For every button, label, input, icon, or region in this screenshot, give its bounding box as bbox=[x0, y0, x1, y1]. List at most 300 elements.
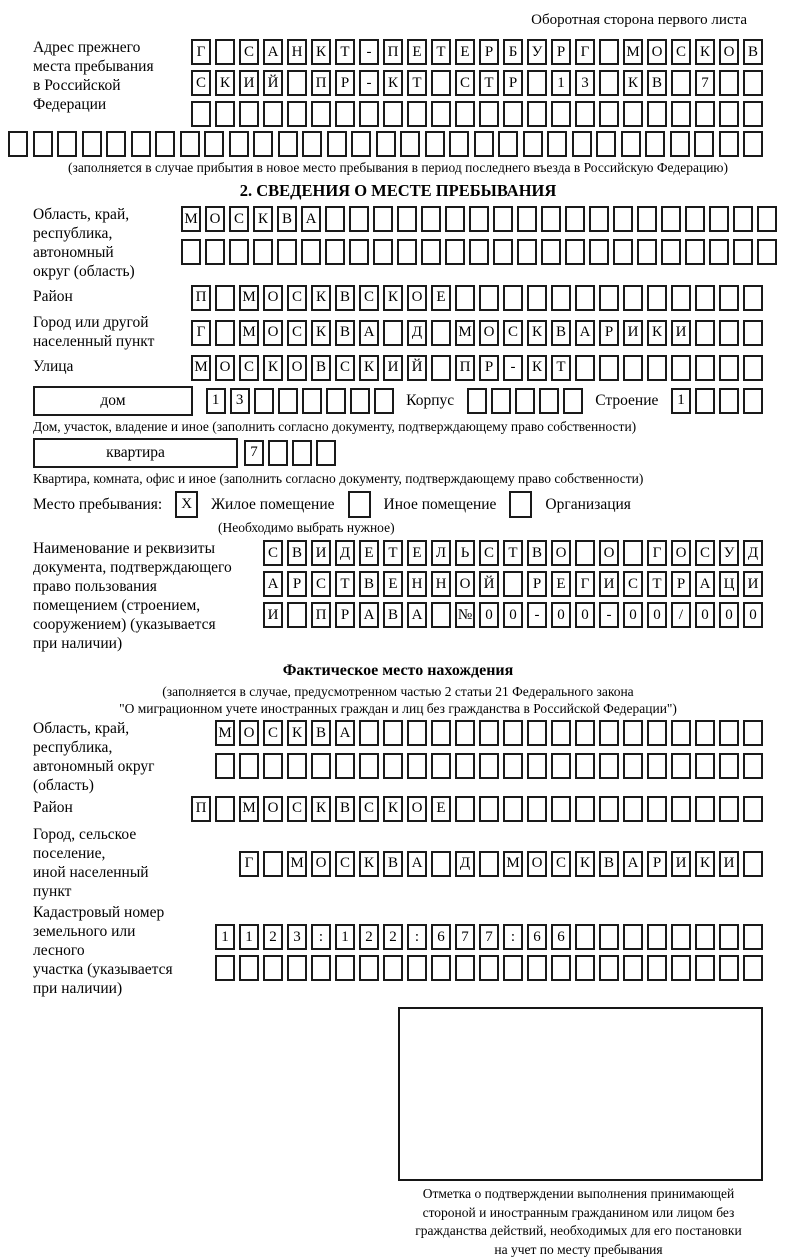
form-cell[interactable] bbox=[268, 440, 288, 466]
form-cell[interactable] bbox=[431, 70, 451, 96]
form-cell[interactable] bbox=[350, 388, 370, 414]
form-cell[interactable]: М bbox=[239, 285, 259, 311]
dom-field-box[interactable]: дом bbox=[33, 386, 193, 416]
form-cell[interactable] bbox=[359, 753, 379, 779]
form-cell[interactable]: 2 bbox=[359, 924, 379, 950]
form-cell[interactable]: О bbox=[239, 720, 259, 746]
form-cell[interactable] bbox=[431, 851, 451, 877]
form-cell[interactable] bbox=[421, 206, 441, 232]
form-cell[interactable] bbox=[709, 239, 729, 265]
form-cell[interactable]: Т bbox=[647, 571, 667, 597]
form-cell[interactable]: 6 bbox=[431, 924, 451, 950]
form-cell[interactable]: К bbox=[311, 39, 331, 65]
form-cell[interactable] bbox=[479, 955, 499, 981]
form-cell[interactable] bbox=[383, 753, 403, 779]
form-cell[interactable]: П bbox=[191, 285, 211, 311]
form-cell[interactable]: О bbox=[671, 540, 691, 566]
form-cell[interactable] bbox=[743, 753, 763, 779]
form-cell[interactable]: И bbox=[311, 540, 331, 566]
form-cell[interactable] bbox=[503, 101, 523, 127]
form-cell[interactable] bbox=[757, 206, 777, 232]
form-cell[interactable]: Г bbox=[575, 39, 595, 65]
form-cell[interactable] bbox=[301, 239, 321, 265]
form-cell[interactable]: К bbox=[527, 320, 547, 346]
form-cell[interactable]: С bbox=[479, 540, 499, 566]
form-cell[interactable]: Й bbox=[479, 571, 499, 597]
form-cell[interactable]: Т bbox=[503, 540, 523, 566]
form-cell[interactable]: О bbox=[407, 285, 427, 311]
form-cell[interactable]: В bbox=[599, 851, 619, 877]
form-cell[interactable]: О bbox=[287, 355, 307, 381]
form-cell[interactable]: 0 bbox=[623, 602, 643, 628]
form-cell[interactable]: В bbox=[743, 39, 763, 65]
form-cell[interactable] bbox=[623, 753, 643, 779]
form-cell[interactable]: Е bbox=[407, 540, 427, 566]
form-cell[interactable]: А bbox=[263, 39, 283, 65]
form-cell[interactable]: О bbox=[407, 796, 427, 822]
form-cell[interactable]: К bbox=[263, 355, 283, 381]
form-cell[interactable] bbox=[469, 206, 489, 232]
form-cell[interactable]: С bbox=[551, 851, 571, 877]
form-cell[interactable] bbox=[647, 924, 667, 950]
form-cell[interactable] bbox=[647, 753, 667, 779]
form-cell[interactable] bbox=[373, 239, 393, 265]
form-cell[interactable] bbox=[670, 131, 690, 157]
form-cell[interactable]: Д bbox=[455, 851, 475, 877]
form-cell[interactable] bbox=[661, 206, 681, 232]
form-cell[interactable] bbox=[517, 206, 537, 232]
form-cell[interactable] bbox=[719, 131, 739, 157]
form-cell[interactable] bbox=[517, 239, 537, 265]
form-cell[interactable] bbox=[599, 355, 619, 381]
checkbox-zhiloe[interactable]: X bbox=[175, 491, 198, 518]
form-cell[interactable] bbox=[376, 131, 396, 157]
form-cell[interactable] bbox=[311, 101, 331, 127]
form-cell[interactable] bbox=[400, 131, 420, 157]
form-cell[interactable] bbox=[671, 720, 691, 746]
form-cell[interactable]: Р bbox=[479, 39, 499, 65]
form-cell[interactable] bbox=[575, 753, 595, 779]
form-cell[interactable]: С bbox=[455, 70, 475, 96]
form-cell[interactable] bbox=[239, 101, 259, 127]
form-cell[interactable]: П bbox=[311, 70, 331, 96]
form-cell[interactable] bbox=[541, 239, 561, 265]
form-cell[interactable] bbox=[292, 440, 312, 466]
form-cell[interactable]: К bbox=[383, 285, 403, 311]
form-cell[interactable] bbox=[719, 924, 739, 950]
form-cell[interactable]: Т bbox=[479, 70, 499, 96]
form-cell[interactable]: С bbox=[239, 355, 259, 381]
form-cell[interactable] bbox=[575, 355, 595, 381]
form-cell[interactable] bbox=[455, 796, 475, 822]
form-cell[interactable] bbox=[671, 924, 691, 950]
form-cell[interactable]: О bbox=[479, 320, 499, 346]
form-cell[interactable] bbox=[493, 206, 513, 232]
form-cell[interactable] bbox=[82, 131, 102, 157]
form-cell[interactable] bbox=[278, 388, 298, 414]
form-cell[interactable]: К bbox=[695, 851, 715, 877]
form-cell[interactable]: К bbox=[311, 285, 331, 311]
form-cell[interactable] bbox=[623, 101, 643, 127]
form-cell[interactable] bbox=[743, 924, 763, 950]
form-cell[interactable] bbox=[263, 753, 283, 779]
form-cell[interactable]: 2 bbox=[383, 924, 403, 950]
form-cell[interactable]: М bbox=[455, 320, 475, 346]
form-cell[interactable] bbox=[694, 131, 714, 157]
form-cell[interactable]: С bbox=[239, 39, 259, 65]
form-cell[interactable]: И bbox=[671, 851, 691, 877]
form-cell[interactable] bbox=[599, 955, 619, 981]
form-cell[interactable]: С bbox=[359, 285, 379, 311]
form-cell[interactable] bbox=[719, 285, 739, 311]
form-cell[interactable] bbox=[695, 753, 715, 779]
form-cell[interactable] bbox=[383, 320, 403, 346]
form-cell[interactable]: Т bbox=[407, 70, 427, 96]
form-cell[interactable]: 0 bbox=[647, 602, 667, 628]
form-cell[interactable]: Г bbox=[239, 851, 259, 877]
form-cell[interactable] bbox=[359, 720, 379, 746]
form-cell[interactable] bbox=[263, 101, 283, 127]
form-cell[interactable]: Д bbox=[407, 320, 427, 346]
form-cell[interactable] bbox=[743, 720, 763, 746]
form-cell[interactable]: 0 bbox=[695, 602, 715, 628]
form-cell[interactable] bbox=[302, 388, 322, 414]
form-cell[interactable]: К bbox=[695, 39, 715, 65]
form-cell[interactable]: Р bbox=[503, 70, 523, 96]
form-cell[interactable] bbox=[215, 796, 235, 822]
form-cell[interactable] bbox=[623, 955, 643, 981]
form-cell[interactable]: О bbox=[551, 540, 571, 566]
form-cell[interactable]: М bbox=[287, 851, 307, 877]
form-cell[interactable]: К bbox=[647, 320, 667, 346]
form-cell[interactable] bbox=[623, 355, 643, 381]
form-cell[interactable]: С bbox=[503, 320, 523, 346]
form-cell[interactable] bbox=[239, 955, 259, 981]
form-cell[interactable]: 7 bbox=[479, 924, 499, 950]
form-cell[interactable]: 7 bbox=[455, 924, 475, 950]
form-cell[interactable]: В bbox=[359, 571, 379, 597]
form-cell[interactable] bbox=[467, 388, 487, 414]
form-cell[interactable]: Е bbox=[551, 571, 571, 597]
form-cell[interactable] bbox=[397, 239, 417, 265]
form-cell[interactable] bbox=[263, 955, 283, 981]
form-cell[interactable] bbox=[373, 206, 393, 232]
form-cell[interactable]: - bbox=[503, 355, 523, 381]
form-cell[interactable] bbox=[335, 753, 355, 779]
form-cell[interactable]: 0 bbox=[743, 602, 763, 628]
form-cell[interactable] bbox=[479, 851, 499, 877]
form-cell[interactable]: С bbox=[311, 571, 331, 597]
form-cell[interactable]: О bbox=[455, 571, 475, 597]
form-cell[interactable] bbox=[541, 206, 561, 232]
form-cell[interactable]: 0 bbox=[719, 602, 739, 628]
form-cell[interactable] bbox=[205, 239, 225, 265]
form-cell[interactable] bbox=[623, 540, 643, 566]
form-cell[interactable] bbox=[575, 924, 595, 950]
form-cell[interactable] bbox=[719, 70, 739, 96]
form-cell[interactable] bbox=[527, 101, 547, 127]
form-cell[interactable] bbox=[311, 753, 331, 779]
form-cell[interactable]: А bbox=[407, 851, 427, 877]
form-cell[interactable]: Г bbox=[575, 571, 595, 597]
form-cell[interactable] bbox=[719, 796, 739, 822]
form-cell[interactable] bbox=[695, 101, 715, 127]
form-cell[interactable]: В bbox=[527, 540, 547, 566]
form-cell[interactable]: А bbox=[575, 320, 595, 346]
form-cell[interactable] bbox=[359, 101, 379, 127]
form-cell[interactable] bbox=[719, 753, 739, 779]
form-cell[interactable] bbox=[733, 206, 753, 232]
form-cell[interactable]: - bbox=[359, 70, 379, 96]
form-cell[interactable]: 2 bbox=[263, 924, 283, 950]
checkbox-organizatsiya[interactable] bbox=[509, 491, 532, 518]
form-cell[interactable]: О bbox=[263, 320, 283, 346]
form-cell[interactable] bbox=[325, 239, 345, 265]
form-cell[interactable]: О bbox=[263, 796, 283, 822]
form-cell[interactable]: 1 bbox=[206, 388, 226, 414]
form-cell[interactable] bbox=[527, 753, 547, 779]
form-cell[interactable]: Ц bbox=[719, 571, 739, 597]
form-cell[interactable] bbox=[547, 131, 567, 157]
form-cell[interactable] bbox=[325, 206, 345, 232]
form-cell[interactable] bbox=[551, 720, 571, 746]
form-cell[interactable] bbox=[421, 239, 441, 265]
form-cell[interactable]: В bbox=[551, 320, 571, 346]
form-cell[interactable]: Й bbox=[263, 70, 283, 96]
form-cell[interactable] bbox=[733, 239, 753, 265]
form-cell[interactable]: М bbox=[239, 796, 259, 822]
form-cell[interactable] bbox=[637, 239, 657, 265]
form-cell[interactable]: 0 bbox=[551, 602, 571, 628]
form-cell[interactable]: О bbox=[647, 39, 667, 65]
form-cell[interactable]: С bbox=[287, 320, 307, 346]
form-cell[interactable]: 6 bbox=[527, 924, 547, 950]
form-cell[interactable]: Р bbox=[479, 355, 499, 381]
form-cell[interactable]: А bbox=[263, 571, 283, 597]
form-cell[interactable] bbox=[527, 720, 547, 746]
form-cell[interactable]: Р bbox=[671, 571, 691, 597]
form-cell[interactable]: В bbox=[277, 206, 297, 232]
form-cell[interactable] bbox=[623, 285, 643, 311]
form-cell[interactable] bbox=[191, 101, 211, 127]
form-cell[interactable] bbox=[647, 101, 667, 127]
form-cell[interactable] bbox=[316, 440, 336, 466]
form-cell[interactable]: В bbox=[335, 796, 355, 822]
form-cell[interactable] bbox=[695, 320, 715, 346]
form-cell[interactable] bbox=[445, 239, 465, 265]
form-cell[interactable] bbox=[431, 320, 451, 346]
form-cell[interactable]: С bbox=[191, 70, 211, 96]
kvartira-field-box[interactable]: квартира bbox=[33, 438, 238, 468]
form-cell[interactable]: М bbox=[239, 320, 259, 346]
form-cell[interactable]: К bbox=[253, 206, 273, 232]
form-cell[interactable]: П bbox=[311, 602, 331, 628]
form-cell[interactable] bbox=[215, 101, 235, 127]
form-cell[interactable] bbox=[671, 70, 691, 96]
form-cell[interactable] bbox=[326, 388, 346, 414]
form-cell[interactable]: Е bbox=[383, 571, 403, 597]
form-cell[interactable]: М bbox=[215, 720, 235, 746]
form-cell[interactable]: С bbox=[335, 355, 355, 381]
form-cell[interactable]: С bbox=[229, 206, 249, 232]
form-cell[interactable] bbox=[695, 955, 715, 981]
form-cell[interactable] bbox=[254, 388, 274, 414]
form-cell[interactable]: Р bbox=[551, 39, 571, 65]
form-cell[interactable]: Н bbox=[407, 571, 427, 597]
form-cell[interactable] bbox=[407, 101, 427, 127]
form-cell[interactable]: И bbox=[743, 571, 763, 597]
form-cell[interactable]: В bbox=[383, 851, 403, 877]
form-cell[interactable]: Р bbox=[599, 320, 619, 346]
form-cell[interactable] bbox=[302, 131, 322, 157]
form-cell[interactable]: С bbox=[335, 851, 355, 877]
form-cell[interactable]: М bbox=[191, 355, 211, 381]
form-cell[interactable]: С bbox=[263, 540, 283, 566]
form-cell[interactable]: О bbox=[527, 851, 547, 877]
form-cell[interactable]: В bbox=[311, 720, 331, 746]
form-cell[interactable]: Е bbox=[455, 39, 475, 65]
form-cell[interactable] bbox=[407, 955, 427, 981]
form-cell[interactable] bbox=[661, 239, 681, 265]
form-cell[interactable] bbox=[551, 955, 571, 981]
form-cell[interactable] bbox=[407, 720, 427, 746]
form-cell[interactable] bbox=[743, 388, 763, 414]
form-cell[interactable]: Л bbox=[431, 540, 451, 566]
form-cell[interactable] bbox=[623, 720, 643, 746]
form-cell[interactable] bbox=[575, 720, 595, 746]
form-cell[interactable] bbox=[551, 796, 571, 822]
form-cell[interactable]: О bbox=[599, 540, 619, 566]
form-cell[interactable] bbox=[503, 571, 523, 597]
form-cell[interactable] bbox=[515, 388, 535, 414]
form-cell[interactable]: Р bbox=[287, 571, 307, 597]
form-cell[interactable]: Е bbox=[359, 540, 379, 566]
form-cell[interactable] bbox=[523, 131, 543, 157]
form-cell[interactable] bbox=[57, 131, 77, 157]
form-cell[interactable]: - bbox=[599, 602, 619, 628]
form-cell[interactable] bbox=[599, 101, 619, 127]
form-cell[interactable] bbox=[575, 955, 595, 981]
form-cell[interactable]: А bbox=[301, 206, 321, 232]
form-cell[interactable] bbox=[335, 101, 355, 127]
form-cell[interactable]: М bbox=[181, 206, 201, 232]
form-cell[interactable] bbox=[647, 720, 667, 746]
form-cell[interactable]: 0 bbox=[503, 602, 523, 628]
form-cell[interactable]: С bbox=[287, 796, 307, 822]
form-cell[interactable] bbox=[479, 285, 499, 311]
form-cell[interactable] bbox=[263, 851, 283, 877]
form-cell[interactable]: Т bbox=[431, 39, 451, 65]
form-cell[interactable]: 1 bbox=[335, 924, 355, 950]
form-cell[interactable]: 3 bbox=[575, 70, 595, 96]
form-cell[interactable] bbox=[503, 955, 523, 981]
form-cell[interactable]: С bbox=[623, 571, 643, 597]
form-cell[interactable]: С bbox=[287, 285, 307, 311]
form-cell[interactable] bbox=[647, 355, 667, 381]
form-cell[interactable]: 0 bbox=[575, 602, 595, 628]
stamp-area[interactable] bbox=[398, 1007, 763, 1181]
form-cell[interactable] bbox=[599, 924, 619, 950]
form-cell[interactable] bbox=[106, 131, 126, 157]
form-cell[interactable] bbox=[431, 355, 451, 381]
form-cell[interactable] bbox=[623, 924, 643, 950]
form-cell[interactable]: - bbox=[527, 602, 547, 628]
form-cell[interactable]: П bbox=[383, 39, 403, 65]
form-cell[interactable] bbox=[431, 955, 451, 981]
form-cell[interactable]: О bbox=[719, 39, 739, 65]
form-cell[interactable] bbox=[359, 955, 379, 981]
form-cell[interactable] bbox=[239, 753, 259, 779]
form-cell[interactable] bbox=[719, 101, 739, 127]
form-cell[interactable] bbox=[374, 388, 394, 414]
form-cell[interactable] bbox=[551, 285, 571, 311]
form-cell[interactable] bbox=[743, 131, 763, 157]
form-cell[interactable]: Б bbox=[503, 39, 523, 65]
form-cell[interactable] bbox=[743, 285, 763, 311]
form-cell[interactable] bbox=[287, 101, 307, 127]
form-cell[interactable]: 3 bbox=[230, 388, 250, 414]
form-cell[interactable] bbox=[695, 720, 715, 746]
form-cell[interactable] bbox=[589, 206, 609, 232]
form-cell[interactable]: : bbox=[503, 924, 523, 950]
form-cell[interactable] bbox=[575, 285, 595, 311]
form-cell[interactable]: И bbox=[383, 355, 403, 381]
form-cell[interactable] bbox=[253, 131, 273, 157]
form-cell[interactable]: : bbox=[311, 924, 331, 950]
form-cell[interactable] bbox=[431, 753, 451, 779]
form-cell[interactable]: Р bbox=[335, 602, 355, 628]
form-cell[interactable] bbox=[621, 131, 641, 157]
form-cell[interactable] bbox=[551, 753, 571, 779]
form-cell[interactable]: О bbox=[263, 285, 283, 311]
form-cell[interactable]: 1 bbox=[239, 924, 259, 950]
form-cell[interactable] bbox=[479, 753, 499, 779]
form-cell[interactable] bbox=[695, 285, 715, 311]
form-cell[interactable] bbox=[575, 796, 595, 822]
form-cell[interactable]: Т bbox=[335, 39, 355, 65]
form-cell[interactable]: 7 bbox=[695, 70, 715, 96]
form-cell[interactable] bbox=[503, 720, 523, 746]
form-cell[interactable] bbox=[287, 753, 307, 779]
form-cell[interactable] bbox=[637, 206, 657, 232]
form-cell[interactable]: К bbox=[527, 355, 547, 381]
form-cell[interactable]: В bbox=[335, 320, 355, 346]
form-cell[interactable] bbox=[599, 796, 619, 822]
form-cell[interactable] bbox=[743, 955, 763, 981]
form-cell[interactable]: Т bbox=[551, 355, 571, 381]
form-cell[interactable] bbox=[575, 101, 595, 127]
form-cell[interactable]: С bbox=[671, 39, 691, 65]
form-cell[interactable] bbox=[719, 355, 739, 381]
form-cell[interactable] bbox=[431, 101, 451, 127]
form-cell[interactable] bbox=[311, 955, 331, 981]
form-cell[interactable] bbox=[572, 131, 592, 157]
form-cell[interactable]: Ь bbox=[455, 540, 475, 566]
checkbox-inoe[interactable] bbox=[348, 491, 371, 518]
form-cell[interactable]: В bbox=[287, 540, 307, 566]
form-cell[interactable] bbox=[599, 753, 619, 779]
form-cell[interactable]: Е bbox=[431, 285, 451, 311]
form-cell[interactable] bbox=[563, 388, 583, 414]
form-cell[interactable]: К bbox=[359, 851, 379, 877]
form-cell[interactable]: К bbox=[383, 796, 403, 822]
form-cell[interactable] bbox=[671, 796, 691, 822]
form-cell[interactable] bbox=[743, 70, 763, 96]
form-cell[interactable] bbox=[539, 388, 559, 414]
form-cell[interactable]: Т bbox=[335, 571, 355, 597]
form-cell[interactable]: Р bbox=[647, 851, 667, 877]
form-cell[interactable]: А bbox=[359, 320, 379, 346]
